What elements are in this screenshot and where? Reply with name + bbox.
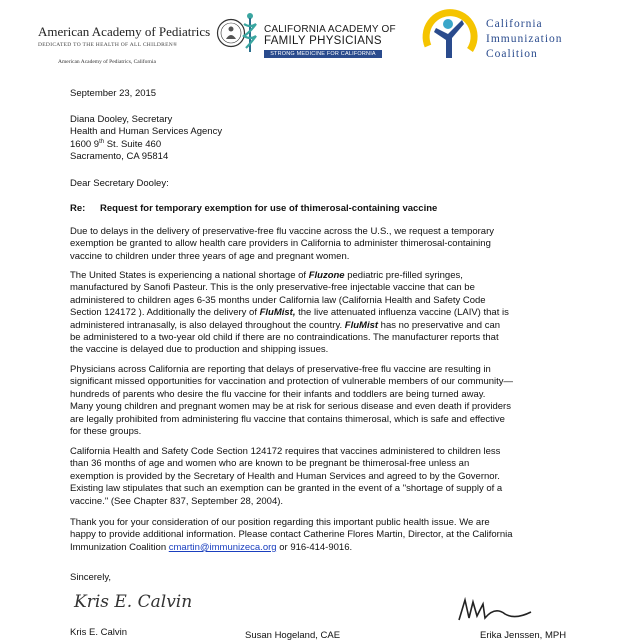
aap-logo bbox=[38, 18, 213, 68]
contact-email-link[interactable]: cmartin@immunizeca.org bbox=[168, 541, 277, 553]
p4-line: California Health and Safety Code Section 124172 requires that vaccines administered to children less bbox=[70, 446, 501, 457]
p2-line: administered intranasally, is also delayed throughout the country. FluMist has no preservative and can bbox=[70, 319, 501, 331]
cafp-line1: CALIFORNIA ACADEMY OF bbox=[264, 24, 396, 35]
signer-hogeland: Susan Hogeland, CAE bbox=[245, 630, 341, 641]
paragraph-1 bbox=[70, 226, 600, 263]
p4-line: exemption is provided by the Secretary of Health and Human Services and agreed to by the Governor. bbox=[70, 470, 500, 482]
p3-line: Many young children and pregnant women may be at risk for serious disease and even death if providers bbox=[70, 401, 511, 413]
salutation: Dear Secretary Dooley: bbox=[70, 178, 169, 189]
signer-jenssen: Erika Jenssen, MPH bbox=[480, 630, 567, 641]
p1-line: vaccine to children under three years of age and pregnant women. bbox=[70, 250, 350, 262]
recipient-block bbox=[70, 114, 600, 164]
paragraph-3 bbox=[70, 364, 600, 438]
p1-line: Due to delays in the delivery of preservative-free flu vaccine across the U.S., we request a temporary bbox=[70, 226, 495, 237]
cic-logo bbox=[418, 6, 588, 68]
p4-line: vaccine." (See Chapter 837, September 28, 2004). bbox=[70, 495, 284, 507]
cafp-tagline: STRONG MEDICINE FOR CALIFORNIA bbox=[264, 50, 382, 58]
p5-line: Immunization Coalition cmartin@immunizeca.org or 916-414-9016. bbox=[70, 541, 353, 553]
paragraph-2 bbox=[70, 270, 600, 357]
cic-line1: California bbox=[486, 18, 543, 30]
signature-calvin: Kris E. Calvin bbox=[74, 592, 193, 612]
flumist-product: FluMist bbox=[344, 319, 379, 331]
p4-line: than 36 months of age and women who are known to be pregnant be thimerosal-free unless an bbox=[70, 458, 470, 470]
cic-figure-icon bbox=[418, 6, 480, 68]
p2-line: be administered to a two-year old child if there are no contraindications. The manufacturer reports that bbox=[70, 332, 499, 344]
subject-line bbox=[70, 203, 600, 215]
aap-tagline: DEDICATED TO THE HEALTH OF ALL CHILDREN® bbox=[38, 42, 178, 48]
flumist-product: FluMist, bbox=[259, 307, 296, 319]
p4-line: Existing law stipulates that such an exemption can be granted in the event of a "shortage of supply of a bbox=[70, 483, 503, 495]
p2-line: the vaccine is delayed due to production and shipping issues. bbox=[70, 344, 329, 356]
p5-line: Thank you for your consideration of our position regarding this important public health issue. We are bbox=[70, 517, 490, 528]
caduceus-icon bbox=[240, 12, 260, 56]
p3-line: are legally prohibited from administering flu vaccine that contains thimerosal, which is safe and effective bbox=[70, 413, 505, 425]
p5-line: happy to provide additional information. Please contact Catherine Flores Martin, Director, at the California bbox=[70, 529, 513, 541]
recipient-city: Sacramento, CA 95814 bbox=[70, 151, 169, 163]
signer-calvin: Kris E. Calvin bbox=[70, 627, 128, 638]
letter-date: September 23, 2015 bbox=[70, 88, 157, 99]
p2-line: The United States is experiencing a national shortage of Fluzone pediatric pre-filled syringes, bbox=[70, 270, 463, 281]
cafp-line2: FAMILY PHYSICIANS bbox=[264, 35, 382, 47]
aap-chapter: American Academy of Pediatrics, California bbox=[58, 59, 156, 65]
re-subject: Request for temporary exemption for use of thimerosal-containing vaccine bbox=[100, 203, 438, 214]
recipient-agency: Health and Human Services Agency bbox=[70, 126, 223, 138]
p3-line: significant missed opportunities for vaccination and protection of vulnerable members of our community— bbox=[70, 376, 514, 388]
p3-line: hundreds of parents who desire the flu vaccine for their infants and toddlers are being turned away. bbox=[70, 388, 486, 400]
p2-line: administered to children ages 6-35 months under California law (California Health and Safety Code bbox=[70, 294, 486, 306]
cafp-logo bbox=[240, 12, 396, 60]
recipient-name: Diana Dooley, Secretary bbox=[70, 114, 173, 125]
paragraph-4 bbox=[70, 446, 600, 508]
cic-line2: Immunization bbox=[486, 33, 563, 45]
closing: Sincerely, bbox=[70, 572, 112, 583]
aap-name: American Academy of Pediatrics bbox=[38, 24, 211, 39]
paragraph-5 bbox=[70, 517, 600, 554]
p3-line: Physicians across California are reporting that delays of preservative-free flu vaccine are resulting in bbox=[70, 364, 491, 375]
cic-line3: Coalition bbox=[486, 48, 538, 60]
p3-line: for these groups. bbox=[70, 426, 142, 438]
p2-line: manufactured by Sanofi Pasteur. This is the only preservative-free injectable vaccine that can be bbox=[70, 282, 475, 294]
p1-line: exemption be granted to allow health care providers in California to administer thimerosal-containing bbox=[70, 238, 491, 250]
signature-jenssen-icon bbox=[455, 596, 535, 626]
p2-line: Section 124172 ). Additionally the delivery of FluMist, the live attenuated influenza vaccine (LAIV) that is bbox=[70, 307, 509, 319]
recipient-street: 1600 9th St. Suite 460 bbox=[70, 138, 162, 150]
re-label: Re: bbox=[70, 203, 86, 214]
fluzone-product: Fluzone bbox=[308, 270, 345, 281]
